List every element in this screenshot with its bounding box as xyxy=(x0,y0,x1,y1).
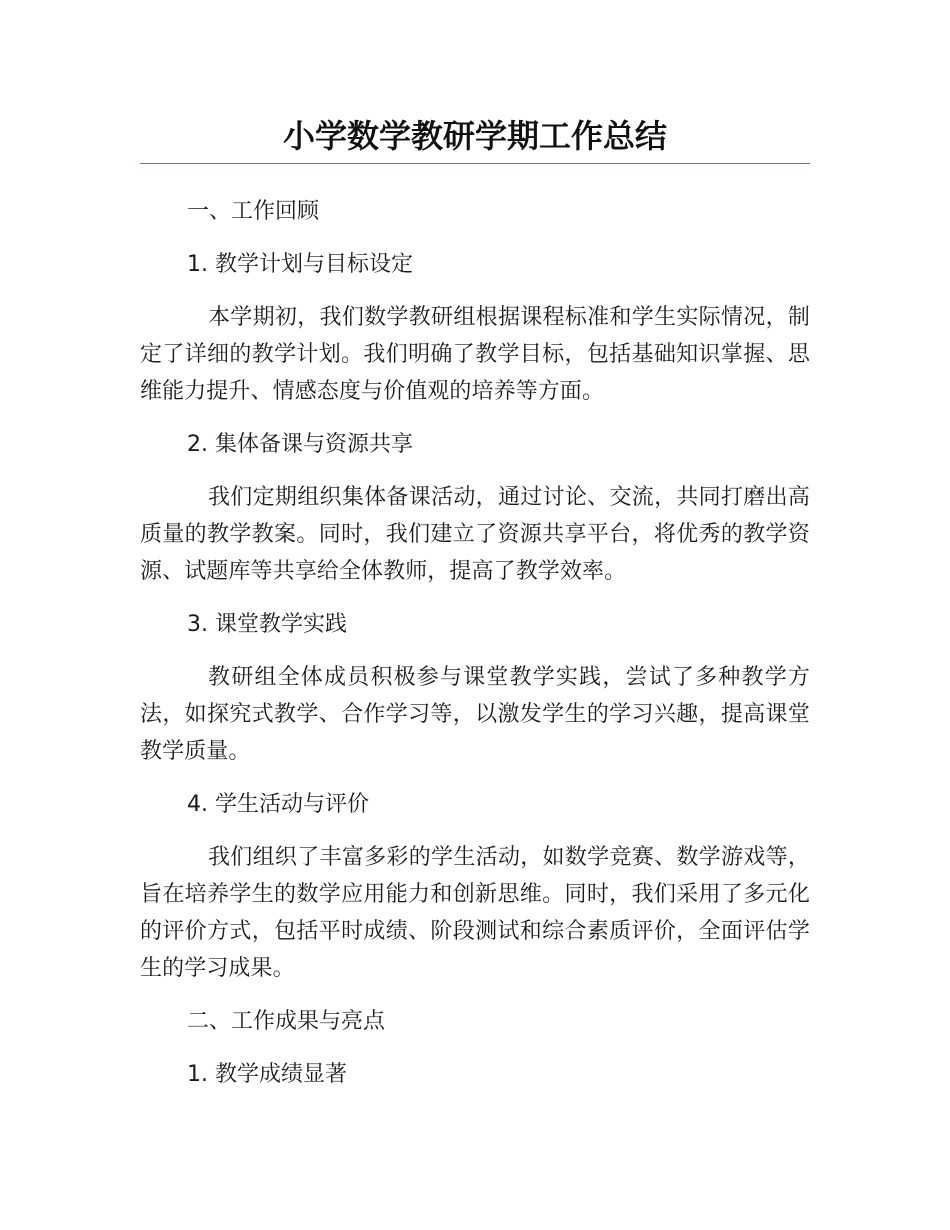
subsection-heading: 2. 集体备课与资源共享 xyxy=(187,432,413,457)
subsection-heading: 1. 教学计划与目标设定 xyxy=(187,252,413,277)
paragraph: 教研组全体成员积极参与课堂教学实践，尝试了多种教学方法，如探究式教学、合作学习等，以激发学生的学习兴趣，提高课堂教学质量。 xyxy=(140,665,810,764)
section-heading: 二、工作成果与亮点 xyxy=(187,1009,386,1034)
subsection-heading: 4. 学生活动与评价 xyxy=(187,792,369,817)
paragraph: 我们定期组织集体备课活动，通过讨论、交流，共同打磨出高质量的教学教案。同时，我们建立了资源共享平台，将优秀的教学资源、试题库等共享给全体教师，提高了教学效率。 xyxy=(140,485,810,584)
paragraph: 本学期初，我们数学教研组根据课程标准和学生实际情况，制定了详细的教学计划。我们明确了教学目标，包括基础知识掌握、思维能力提升、情感态度与价值观的培养等方面。 xyxy=(140,305,810,404)
section-heading: 一、工作回顾 xyxy=(187,199,320,224)
document-title: 小学数学教研学期工作总结 xyxy=(282,117,667,155)
document-body xyxy=(140,193,810,1109)
title-divider xyxy=(140,163,810,164)
subsection-heading: 1. 教学成绩显著 xyxy=(187,1062,347,1087)
subsection-heading: 3. 课堂教学实践 xyxy=(187,612,347,637)
paragraph: 我们组织了丰富多彩的学生活动，如数学竞赛、数学游戏等，旨在培养学生的数学应用能力和创新思维。同时，我们采用了多元化的评价方式，包括平时成绩、阶段测试和综合素质评价，全面评估学生的学习成果。 xyxy=(140,845,810,981)
